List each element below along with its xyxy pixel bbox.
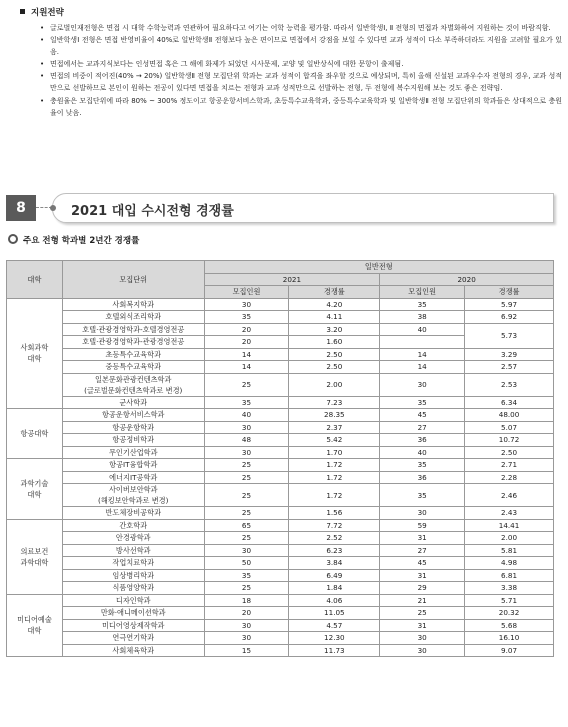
rate-2020-cell: 5.81 (465, 544, 554, 557)
strategy-title: 지원전략 (20, 6, 562, 18)
quota-2020-cell: 40 (380, 446, 465, 459)
quota-2020-cell: 14 (380, 348, 465, 361)
rate-2020-cell: 16.10 (465, 632, 554, 645)
rate-2021-cell: 6.23 (289, 544, 380, 557)
table-row (7, 311, 554, 324)
unit-cell: 초등특수교육학과 (62, 348, 204, 361)
rate-2020-cell: 2.43 (465, 507, 554, 520)
table-row (7, 594, 554, 607)
quota-2021-cell: 25 (204, 484, 289, 507)
quota-2020-cell: 35 (380, 298, 465, 311)
table-row (7, 348, 554, 361)
quota-2020-cell: 36 (380, 471, 465, 484)
rate-2020-cell: 5.71 (465, 594, 554, 607)
rate-2021-cell: 1.60 (289, 336, 380, 349)
quota-2021-cell: 15 (204, 644, 289, 657)
rate-2020-cell: 20.32 (465, 607, 554, 620)
header-general: 일반전형 (204, 261, 553, 274)
rate-2021-cell: 2.37 (289, 421, 380, 434)
unit-cell: 임상병리학과 (62, 569, 204, 582)
rate-2021-cell: 5.42 (289, 434, 380, 447)
university-cell: 의료보건 과학대학 (7, 519, 63, 594)
table-row (7, 532, 554, 545)
table-row (7, 582, 554, 595)
quota-2020-cell: 30 (380, 632, 465, 645)
quota-2020-cell: 31 (380, 619, 465, 632)
header-year-2020: 2020 (380, 273, 554, 286)
table-row (7, 446, 554, 459)
quota-2020-cell: 29 (380, 582, 465, 595)
unit-cell: 항공운항서비스학과 (62, 409, 204, 422)
university-cell: 미디어예술 대학 (7, 594, 63, 657)
quota-2021-cell: 30 (204, 298, 289, 311)
rate-2020-cell: 2.53 (465, 373, 554, 396)
quota-2020-cell: 35 (380, 484, 465, 507)
rate-2020-cell: 5.97 (465, 298, 554, 311)
dot-icon (50, 205, 56, 211)
quota-2021-cell: 25 (204, 373, 289, 396)
table-row (7, 373, 554, 396)
unit-cell: 연극연기학과 (62, 632, 204, 645)
quota-2020-cell: 30 (380, 507, 465, 520)
unit-cell: 식품영양학과 (62, 582, 204, 595)
rate-2021-cell: 1.72 (289, 459, 380, 472)
table-row (7, 421, 554, 434)
section-title: 2021 대입 수시전형 경쟁률 (71, 204, 234, 219)
rate-2021-cell: 11.73 (289, 644, 380, 657)
table-row (7, 557, 554, 570)
competition-table (6, 260, 554, 657)
table-row (7, 361, 554, 374)
rate-2021-cell: 3.20 (289, 323, 380, 336)
quota-2021-cell: 35 (204, 569, 289, 582)
header-rate: 경쟁률 (465, 286, 554, 299)
table-row (7, 396, 554, 409)
rate-2020-cell: 5.68 (465, 619, 554, 632)
rate-2021-cell: 2.52 (289, 532, 380, 545)
university-cell: 사회과학 대학 (7, 298, 63, 409)
quota-2020-cell: 27 (380, 421, 465, 434)
quota-2020-cell: 21 (380, 594, 465, 607)
subheading: 주요 전형 학과별 2년간 경쟁률 (8, 234, 139, 246)
quota-2021-cell: 20 (204, 323, 289, 336)
strategy-bullet: • 일반학생Ⅰ 전형은 면접 반영비율이 40%로 일반학생Ⅱ 전형보다 높은 편이므로 면접에서 강점을 보일 수 있다면 교과 성적이 다소 부족하더라도 지원을 고려할 필요가 있음. (42, 34, 562, 58)
quota-2021-cell: 30 (204, 446, 289, 459)
rate-2021-cell: 2.50 (289, 348, 380, 361)
quota-2020-cell: 59 (380, 519, 465, 532)
rate-2021-cell: 11.05 (289, 607, 380, 620)
quota-2021-cell: 40 (204, 409, 289, 422)
quota-2021-cell: 35 (204, 396, 289, 409)
quota-2021-cell: 20 (204, 336, 289, 349)
unit-cell: 항공운항학과 (62, 421, 204, 434)
rate-2021-cell: 4.11 (289, 311, 380, 324)
section-header (6, 193, 554, 223)
rate-2021-cell: 3.84 (289, 557, 380, 570)
table-row (7, 632, 554, 645)
rate-2020-cell: 14.41 (465, 519, 554, 532)
quota-2021-cell: 30 (204, 421, 289, 434)
strategy-section (14, 6, 562, 119)
rate-2020-cell: 6.81 (465, 569, 554, 582)
rate-2020-cell: 2.57 (465, 361, 554, 374)
quota-2020-cell: 40 (380, 323, 465, 336)
ring-bullet-icon (8, 234, 18, 244)
strategy-bullet: • 면접에서는 교과지식보다는 인성면접 혹은 그 해에 화제가 되었던 시사문제, 교양 및 일반상식에 대한 문항이 출제됨. (42, 58, 562, 70)
rate-2021-cell: 28.35 (289, 409, 380, 422)
rate-2020-cell: 48.00 (465, 409, 554, 422)
quota-2020-cell: 45 (380, 409, 465, 422)
unit-cell: 호텔외식조리학과 (62, 311, 204, 324)
quota-2020-cell: 25 (380, 607, 465, 620)
quota-2021-cell: 25 (204, 532, 289, 545)
rate-2021-cell: 1.72 (289, 471, 380, 484)
rate-2020-cell: 2.46 (465, 484, 554, 507)
header-unit: 모집단위 (62, 261, 204, 299)
unit-cell: 미디어영상제작학과 (62, 619, 204, 632)
strategy-bullets (14, 22, 562, 119)
rate-2021-cell: 12.30 (289, 632, 380, 645)
table-row (7, 298, 554, 311)
table-row (7, 507, 554, 520)
table-row (7, 644, 554, 657)
quota-2021-cell: 20 (204, 607, 289, 620)
unit-cell: 작업치료학과 (62, 557, 204, 570)
unit-cell: 안경광학과 (62, 532, 204, 545)
table-body (7, 298, 554, 657)
unit-cell: 에너지IT공학과 (62, 471, 204, 484)
rate-2020-cell: 6.34 (465, 396, 554, 409)
quota-2020-cell: 31 (380, 532, 465, 545)
quota-2021-cell: 35 (204, 311, 289, 324)
square-bullet-icon (20, 9, 25, 14)
table-row (7, 459, 554, 472)
quota-2021-cell: 25 (204, 471, 289, 484)
rate-2020-cell: 10.72 (465, 434, 554, 447)
rate-2020-cell: 2.50 (465, 446, 554, 459)
section-title-box (52, 193, 554, 223)
header-quota: 모집인원 (204, 286, 289, 299)
quota-2021-cell: 30 (204, 619, 289, 632)
unit-cell: 항공IT융합학과 (62, 459, 204, 472)
header-rate: 경쟁률 (289, 286, 380, 299)
quota-2021-cell: 14 (204, 348, 289, 361)
quota-2021-cell: 50 (204, 557, 289, 570)
table-row (7, 619, 554, 632)
rate-2021-cell: 6.49 (289, 569, 380, 582)
quota-2021-cell: 65 (204, 519, 289, 532)
quota-2020-cell: 36 (380, 434, 465, 447)
table-row (7, 544, 554, 557)
table-row (7, 471, 554, 484)
rate-2020-cell: 6.92 (465, 311, 554, 324)
quota-2020-cell: 30 (380, 373, 465, 396)
rate-2021-cell: 4.06 (289, 594, 380, 607)
unit-cell: 중등특수교육학과 (62, 361, 204, 374)
quota-2020-cell: 14 (380, 361, 465, 374)
unit-cell: 일본문화관광컨텐츠학과 (글로벌문화컨텐츠학과로 변경) (62, 373, 204, 396)
unit-cell: 호텔·관광경영학과-관광경영전공 (62, 336, 204, 349)
unit-cell: 디자인학과 (62, 594, 204, 607)
strategy-bullet: • 글로벌인재전형은 면접 시 대학 수학능력과 연관하여 필요하다고 여기는 어학 능력을 평가함. 따라서 일반학생Ⅰ, Ⅱ 전형의 면접과 차별화하여 지원하는 것이 바람직함. (42, 22, 562, 34)
university-cell: 항공대학 (7, 409, 63, 459)
rate-2020-cell: 9.07 (465, 644, 554, 657)
quota-2021-cell: 25 (204, 582, 289, 595)
quota-2021-cell: 14 (204, 361, 289, 374)
table-row (7, 323, 554, 336)
header-university: 대학 (7, 261, 63, 299)
unit-cell: 호텔·관광경영학과-호텔경영전공 (62, 323, 204, 336)
rate-2021-cell: 1.72 (289, 484, 380, 507)
unit-cell: 만화·애니메이션학과 (62, 607, 204, 620)
quota-2021-cell: 30 (204, 544, 289, 557)
rate-2020-cell: 5.73 (465, 323, 554, 348)
quota-2020-cell: 27 (380, 544, 465, 557)
rate-2020-cell: 5.07 (465, 421, 554, 434)
rate-2020-cell: 3.29 (465, 348, 554, 361)
unit-cell: 무인기산업학과 (62, 446, 204, 459)
rate-2020-cell: 2.28 (465, 471, 554, 484)
quota-2020-cell: 31 (380, 569, 465, 582)
quota-2020-cell: 38 (380, 311, 465, 324)
rate-2021-cell: 1.56 (289, 507, 380, 520)
table-row (7, 484, 554, 507)
quota-2021-cell: 25 (204, 507, 289, 520)
header-year-2021: 2021 (204, 273, 380, 286)
rate-2020-cell: 2.00 (465, 532, 554, 545)
strategy-bullet: • 면접의 비중이 적어진(40% → 20%) 일반학생Ⅱ 전형 모집단위 학과는 교과 성적이 합격을 좌우할 것으로 예상되며, 특히 올해 신설된 교과우수자 전형의 경우, 교과 성적만으로 선발하므로 본인이 원하는 전공이 있다면 면접을 치르는 전형과 교과 성적만으로 선발하는 전형, 두 전형에 복수지원해 보는 것도 좋은 전략임. (42, 70, 562, 94)
strategy-bullet: • 충원율은 모집단위에 따라 80% ~ 300% 정도이고 항공운항서비스학과, 초등특수교육학과, 중등특수교육학과 및 일반학생Ⅱ 전형 모집단위의 학과들은 상대적으로 충원율이 낮음. (42, 95, 562, 119)
rate-2020-cell: 3.38 (465, 582, 554, 595)
quota-2020-cell: 35 (380, 396, 465, 409)
unit-cell: 사회복지학과 (62, 298, 204, 311)
header-quota: 모집인원 (380, 286, 465, 299)
quota-2021-cell: 18 (204, 594, 289, 607)
quota-2021-cell: 30 (204, 632, 289, 645)
section-number: 8 (6, 195, 36, 221)
rate-2021-cell: 4.57 (289, 619, 380, 632)
unit-cell: 항공정비학과 (62, 434, 204, 447)
rate-2020-cell: 2.71 (465, 459, 554, 472)
rate-2021-cell: 2.50 (289, 361, 380, 374)
table-row (7, 519, 554, 532)
rate-2021-cell: 4.20 (289, 298, 380, 311)
rate-2021-cell: 1.70 (289, 446, 380, 459)
unit-cell: 방사선학과 (62, 544, 204, 557)
table-row (7, 434, 554, 447)
table-row (7, 569, 554, 582)
rate-2021-cell: 7.23 (289, 396, 380, 409)
rate-2021-cell: 7.72 (289, 519, 380, 532)
table-row (7, 607, 554, 620)
rate-2021-cell: 2.00 (289, 373, 380, 396)
rate-2021-cell: 1.84 (289, 582, 380, 595)
table-row (7, 409, 554, 422)
rate-2020-cell: 4.98 (465, 557, 554, 570)
quota-2020-cell: 30 (380, 644, 465, 657)
quota-2020-cell (380, 336, 465, 349)
quota-2021-cell: 48 (204, 434, 289, 447)
university-cell: 과학기술 대학 (7, 459, 63, 520)
quota-2020-cell: 35 (380, 459, 465, 472)
unit-cell: 사회체육학과 (62, 644, 204, 657)
quota-2021-cell: 25 (204, 459, 289, 472)
unit-cell: 사이버보안학과 (해킹보안학과로 변경) (62, 484, 204, 507)
unit-cell: 군사학과 (62, 396, 204, 409)
quota-2020-cell: 45 (380, 557, 465, 570)
unit-cell: 간호학과 (62, 519, 204, 532)
unit-cell: 반도체장비공학과 (62, 507, 204, 520)
